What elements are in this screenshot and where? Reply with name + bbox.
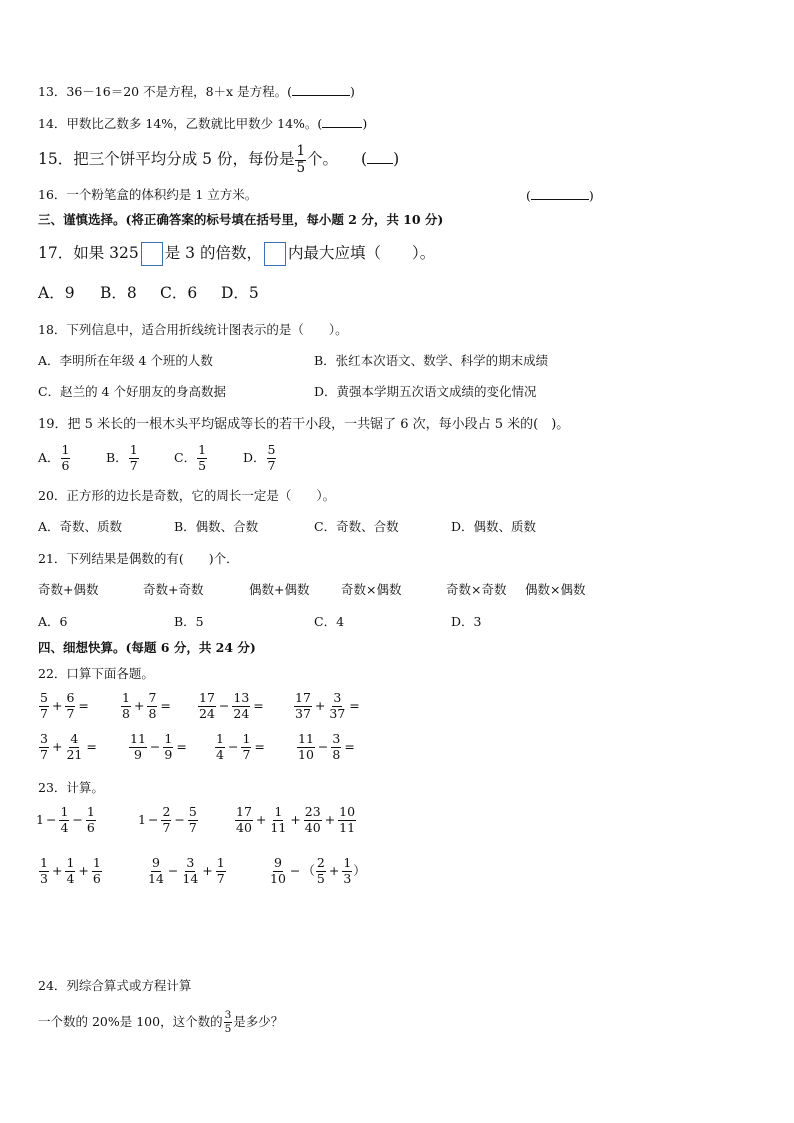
q19-option-c[interactable]: C． $\frac{1}{5}$ <box>174 442 207 473</box>
digit-box[interactable] <box>264 242 286 266</box>
question-15: 15．把三个饼平均分成 5 份，每份是 $\frac{1}{5}$ 个。 ( ) <box>38 143 400 176</box>
fraction: $\frac{1}{11}$ <box>270 804 287 835</box>
q20-option-c[interactable]: C．奇数、合数 <box>314 519 399 534</box>
calc-item: $\frac{1}{3}$ + $\frac{1}{4}$ + $\frac{1}{6}$ <box>40 855 101 886</box>
fraction: $\frac{9}{10}$ <box>270 855 286 886</box>
calc-item: $\frac{9}{10}$ − （ $\frac{2}{5}$ + $\frac{1}{3}$ ） <box>270 855 366 886</box>
fraction: $\frac{1}{4}$ <box>60 804 69 835</box>
fraction: $\frac{10}{11}$ <box>339 804 356 835</box>
oral-calc-item: $\frac{3}{7}$ + $\frac{4}{21}$ = <box>40 731 97 762</box>
oral-calc-item: $\frac{17}{24}$ − $\frac{13}{24}$ = <box>199 690 264 721</box>
calc-item: $\frac{17}{40}$ + $\frac{1}{11}$ + $\frac{23}{40}$ + $\frac{10}{11}$ <box>236 804 356 835</box>
q17-option-b[interactable]: B．8 <box>100 284 137 302</box>
question-24-body: 一个数的 20%是 100，这个数的 $\frac{3}{5}$ 是多少？ <box>38 1009 284 1035</box>
question-23: 23．计算。 <box>38 780 104 795</box>
digit-box[interactable] <box>141 242 163 266</box>
fraction: $\frac{2}{7}$ <box>162 804 171 835</box>
section-4-heading: 四、细想快算。(每题 6 分，共 24 分) <box>38 640 256 655</box>
fraction: $\frac{3}{14}$ <box>182 855 199 886</box>
q20-option-a[interactable]: A．奇数、质数 <box>38 519 123 534</box>
q20-option-d[interactable]: D．偶数、质数 <box>451 519 537 534</box>
q18-option-a[interactable]: A．李明所在年级 4 个班的人数 <box>38 353 213 368</box>
oral-calc-item: $\frac{17}{37}$ + $\frac{3}{37}$ = <box>295 690 360 721</box>
q19-option-a[interactable]: A． $\frac{1}{6}$ <box>38 442 70 473</box>
question-13: 13．36－16＝20 不是方程，8＋x 是方程。( ) <box>38 84 355 99</box>
question-16-blank: ( ) <box>526 188 594 203</box>
calc-item: 1 − $\frac{2}{7}$ − $\frac{5}{7}$ <box>138 804 197 835</box>
fraction: $\frac{3}{37}$ <box>329 690 346 721</box>
q18-option-c[interactable]: C．赵兰的 4 个好朋友的身高数据 <box>38 384 226 399</box>
fraction: $\frac{1}{4}$ <box>216 731 224 762</box>
answer-blank[interactable] <box>367 153 393 164</box>
fraction: $\frac{5}{7}$ <box>267 442 276 473</box>
fraction: $\frac{1}{3}$ <box>343 855 352 886</box>
q18-option-b[interactable]: B．张红本次语文、数学、科学的期末成绩 <box>314 353 549 368</box>
question-24: 24．列综合算式或方程计算 <box>38 978 192 993</box>
q21-option-b[interactable]: B．5 <box>174 614 204 629</box>
fraction: $\frac{13}{24}$ <box>233 690 250 721</box>
calc-item: $\frac{9}{14}$ − $\frac{3}{14}$ + $\frac{1}{7}$ <box>148 855 225 886</box>
fraction: $\frac{2}{5}$ <box>316 855 325 886</box>
q21-item: 奇数+奇数 <box>143 582 204 597</box>
fraction: $\frac{4}{21}$ <box>66 731 83 762</box>
question-20: 20．正方形的边长是奇数，它的周长一定是（ ）。 <box>38 488 336 503</box>
fraction: $\frac{6}{7}$ <box>66 690 75 721</box>
oral-calc-item: $\frac{1}{4}$ − $\frac{1}{7}$ = <box>216 731 265 762</box>
oral-calc-item: $\frac{11}{9}$ − $\frac{1}{9}$ = <box>130 731 187 762</box>
fraction: $\frac{1}{7}$ <box>129 442 138 473</box>
q17-option-c[interactable]: C．6 <box>160 284 198 302</box>
question-16: 16．一个粉笔盒的体积约是 1 立方米。 <box>38 187 258 202</box>
answer-blank[interactable] <box>322 117 362 128</box>
fraction: $\frac{17}{40}$ <box>236 804 252 835</box>
fraction: $\frac{11}{9}$ <box>130 731 146 762</box>
answer-blank[interactable] <box>292 85 350 96</box>
fraction: $\frac{9}{14}$ <box>148 855 164 886</box>
fraction: $\frac{1}{3}$ <box>40 855 48 886</box>
q21-item: 偶数×偶数 <box>525 582 586 597</box>
fraction: $\frac{5}{7}$ <box>40 690 48 721</box>
fraction: $\frac{1}{4}$ <box>66 855 75 886</box>
fraction: $\frac{23}{40}$ <box>304 804 321 835</box>
fraction: $\frac{1}{6}$ <box>86 804 95 835</box>
question-21: 21．下列结果是偶数的有( )个． <box>38 551 239 566</box>
q17-option-d[interactable]: D．5 <box>221 284 259 302</box>
question-18: 18．下列信息中，适合用折线统计图表示的是（ ）。 <box>38 322 348 337</box>
oral-calc-item: $\frac{11}{10}$ − $\frac{3}{8}$ = <box>298 731 355 762</box>
question-19: 19．把 5 米长的一根木头平均锯成等长的若干小段，一共锯了 6 次，每小段占 5 米的( )。 <box>38 417 570 432</box>
fraction: $\frac{1}{9}$ <box>164 731 173 762</box>
fraction: $\frac{1}{7}$ <box>242 731 251 762</box>
fraction: $\frac{17}{37}$ <box>295 690 311 721</box>
fraction: $\frac{7}{8}$ <box>148 690 157 721</box>
fraction: $\frac{3}{7}$ <box>40 731 48 762</box>
q21-item: 奇数×偶数 <box>341 582 402 597</box>
question-17: 17．如果 325 是 3 的倍数， 内最大应填（ ）。 <box>38 242 435 266</box>
q21-option-a[interactable]: A．6 <box>38 614 68 629</box>
fraction: $\frac{1}{6}$ <box>92 855 101 886</box>
q18-option-d[interactable]: D．黄强本学期五次语文成绩的变化情况 <box>314 384 537 399</box>
q21-item: 偶数+偶数 <box>249 582 310 597</box>
fraction: $\frac{3}{8}$ <box>332 731 341 762</box>
fraction: $\frac{5}{7}$ <box>188 804 197 835</box>
q21-item: 奇数+偶数 <box>38 582 99 597</box>
fraction: $\frac{1}{6}$ <box>61 442 70 473</box>
q21-option-c[interactable]: C．4 <box>314 614 345 629</box>
q21-item: 奇数×奇数 <box>446 582 507 597</box>
fraction: $\frac{11}{10}$ <box>298 731 314 762</box>
section-3-heading: 三、谨慎选择。(将正确答案的标号填在括号里，每小题 2 分，共 10 分) <box>38 212 444 227</box>
answer-blank[interactable] <box>531 189 589 200</box>
question-22: 22．口算下面各题。 <box>38 666 154 681</box>
fraction: $\frac{1}{5}$ <box>296 143 306 176</box>
fraction: $\frac{1}{5}$ <box>198 442 207 473</box>
fraction: $\frac{1}{8}$ <box>122 690 130 721</box>
q19-option-b[interactable]: B． $\frac{1}{7}$ <box>106 442 138 473</box>
q20-option-b[interactable]: B．偶数、合数 <box>174 519 259 534</box>
oral-calc-item: $\frac{5}{7}$ + $\frac{6}{7}$ = <box>40 690 89 721</box>
fraction: $\frac{1}{7}$ <box>216 855 225 886</box>
q21-option-d[interactable]: D．3 <box>451 614 482 629</box>
fraction: $\frac{3}{5}$ <box>224 1009 232 1035</box>
calc-item: 1 − $\frac{1}{4}$ − $\frac{1}{6}$ <box>36 804 95 835</box>
fraction: $\frac{17}{24}$ <box>199 690 215 721</box>
question-14: 14．甲数比乙数多 14%，乙数就比甲数少 14%。( ) <box>38 116 368 131</box>
oral-calc-item: $\frac{1}{8}$ + $\frac{7}{8}$ = <box>122 690 171 721</box>
q19-option-d[interactable]: D． $\frac{5}{7}$ <box>243 442 276 473</box>
q17-option-a[interactable]: A．9 <box>38 284 75 302</box>
